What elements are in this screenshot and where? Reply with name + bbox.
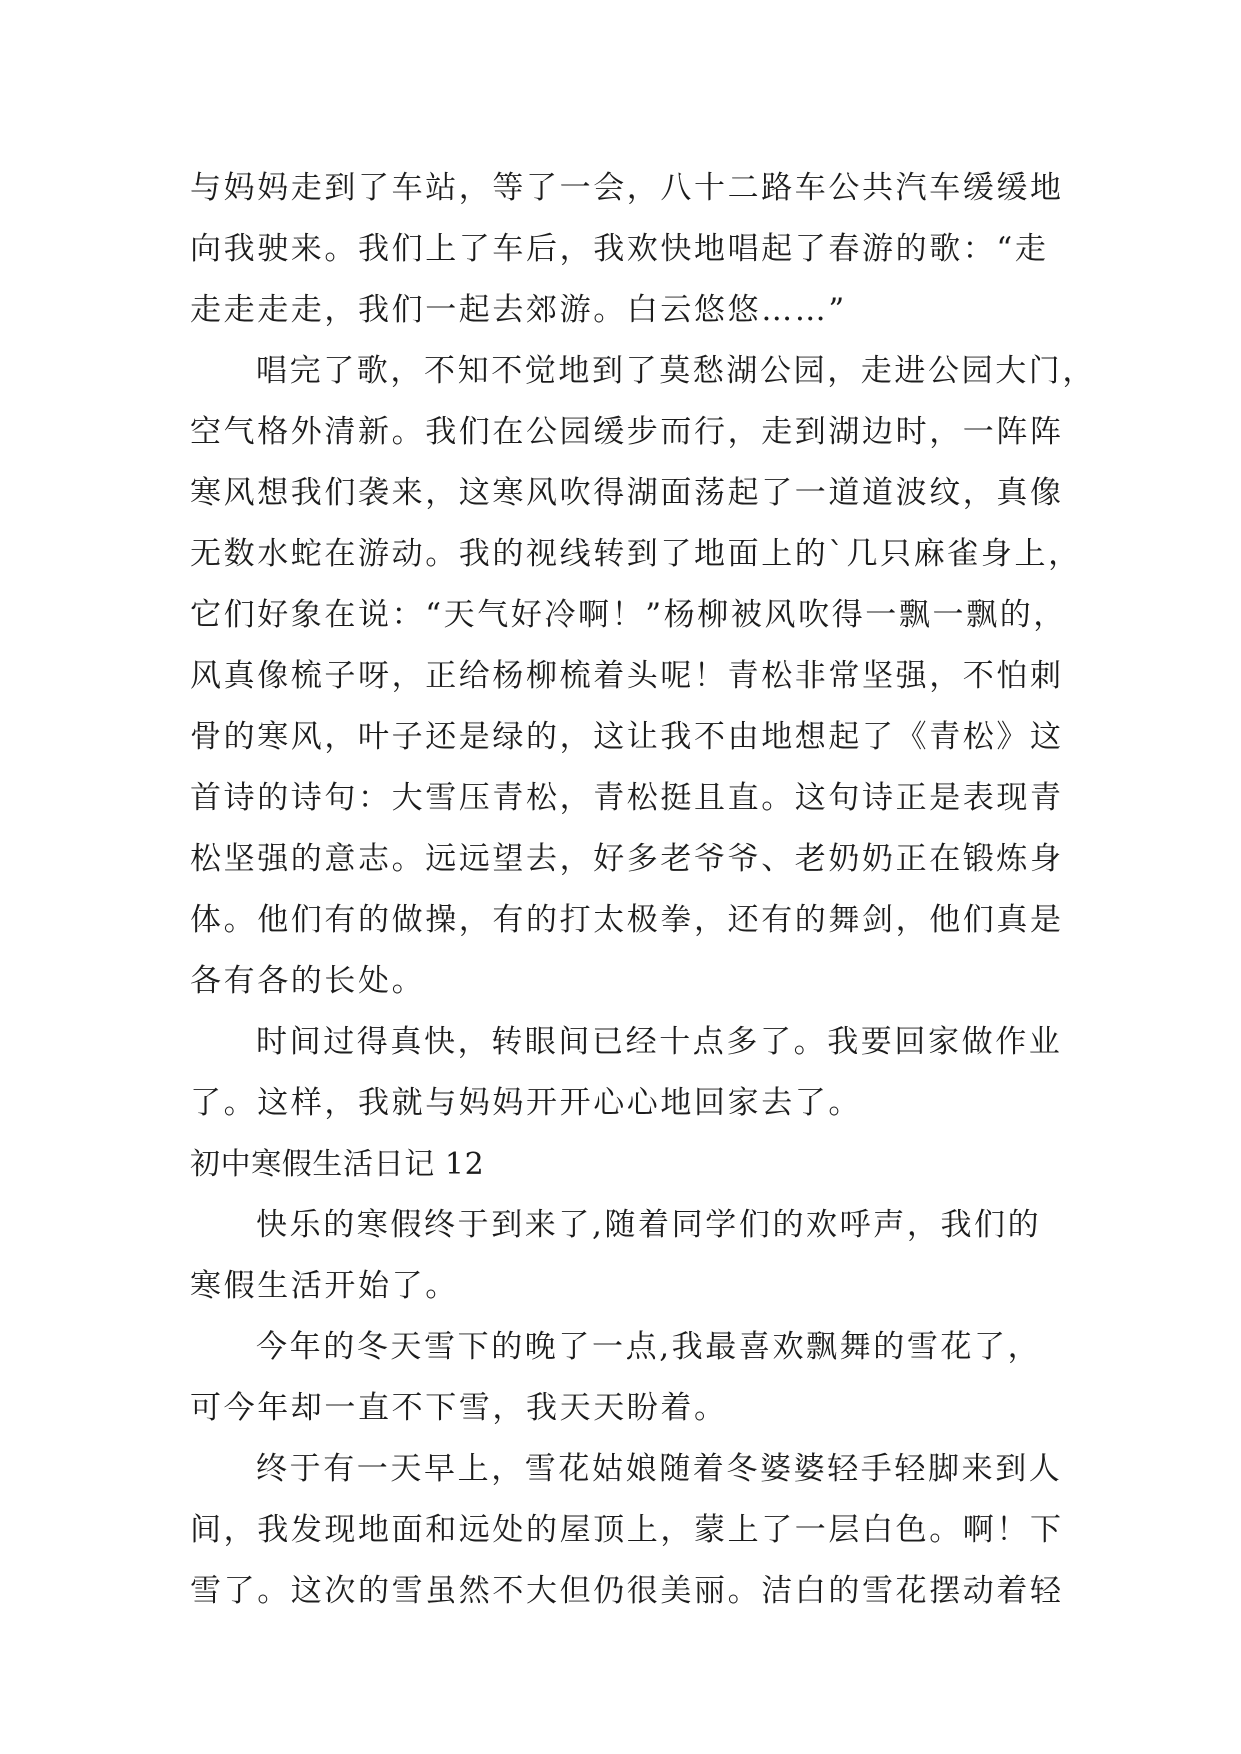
- text-line: 雪了。这次的雪虽然不大但仍很美丽。洁白的雪花摆动着轻: [190, 1573, 1064, 1609]
- text-line: 无数水蛇在游动。我的视线转到了地面上的`几只麻雀身上，: [190, 536, 1082, 572]
- paragraph-start-line: 时间过得真快，转眼间已经十点多了。我要回家做作业: [256, 1024, 1063, 1060]
- text-line: 松坚强的意志。远远望去，好多老爷爷、老奶奶正在锻炼身: [190, 841, 1064, 877]
- text-line: 它们好象在说：“天气好冷啊！”杨柳被风吹得一飘一飘的，: [190, 597, 1067, 633]
- text-line: 风真像梳子呀，正给杨柳梳着头呢！青松非常坚强，不怕刺: [190, 658, 1064, 694]
- text-line: 骨的寒风，叶子还是绿的，这让我不由地想起了《青松》这: [190, 719, 1064, 755]
- text-line: 体。他们有的做操，有的打太极拳，还有的舞剑，他们真是: [190, 902, 1064, 938]
- text-line: 与妈妈走到了车站，等了一会，八十二路车公共汽车缓缓地: [190, 170, 1064, 206]
- text-line: 空气格外清新。我们在公园缓步而行，走到湖边时，一阵阵: [190, 414, 1064, 450]
- text-line: 各有各的长处。: [190, 963, 426, 999]
- document-page: [190, 158, 1096, 1622]
- paragraph-start-line: 唱完了歌，不知不觉地到了莫愁湖公园，走进公园大门，: [256, 353, 1096, 389]
- text-line: 可今年却一直不下雪，我天天盼着。: [190, 1390, 728, 1426]
- text-line: 寒风想我们袭来，这寒风吹得湖面荡起了一道道波纹，真像: [190, 475, 1064, 511]
- paragraph-start-line: 今年的冬天雪下的晚了一点,我最喜欢飘舞的雪花了，: [256, 1329, 1042, 1365]
- text-line: 寒假生活开始了。: [190, 1268, 459, 1304]
- text-line: 向我驶来。我们上了车后，我欢快地唱起了春游的歌：“走: [190, 231, 1049, 267]
- text-line: 首诗的诗句：大雪压青松，青松挺且直。这句诗正是表现青: [190, 780, 1064, 816]
- paragraph-start-line: 快乐的寒假终于到来了,随着同学们的欢呼声，我们的: [256, 1207, 1042, 1243]
- paragraph-start-line: 终于有一天早上，雪花姑娘随着冬婆婆轻手轻脚来到人: [256, 1451, 1063, 1487]
- section-heading: 初中寒假生活日记 12: [190, 1147, 485, 1182]
- text-line: 间，我发现地面和远处的屋顶上，蒙上了一层白色。啊！下: [190, 1512, 1064, 1548]
- text-line: 了。这样，我就与妈妈开开心心地回家去了。: [190, 1085, 862, 1121]
- text-line: 走走走走，我们一起去郊游。白云悠悠……”: [190, 292, 847, 328]
